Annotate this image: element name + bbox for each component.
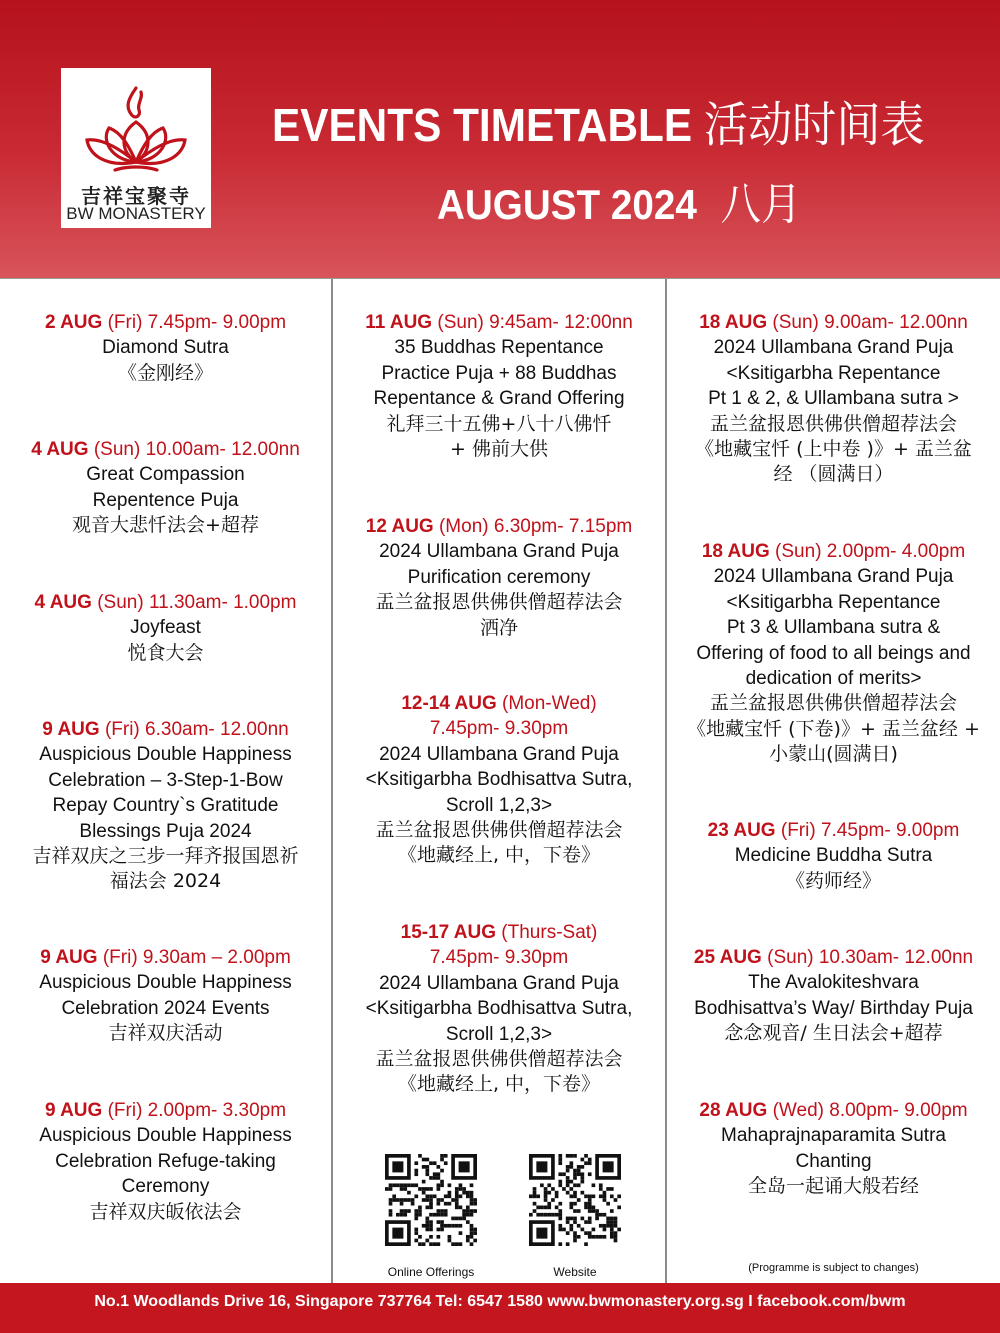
- event-item: [0, 945, 331, 1047]
- event-title-english: Pt 3 & Ullambana sutra &: [726, 617, 941, 639]
- event-item: [0, 590, 331, 666]
- event-item: [667, 818, 1000, 894]
- event-title-english: Joyfeast: [130, 617, 201, 639]
- event-item: [0, 1098, 331, 1225]
- event-title-chinese: + 佛前大供: [450, 438, 548, 461]
- event-date: 11 AUG: [365, 312, 433, 333]
- event-title-english: Purification ceremony: [407, 566, 591, 588]
- event-title-chinese: 盂兰盆报恩供佛供僧超荐法会: [375, 1048, 623, 1071]
- event-title-english: Offering of food to all beings and: [696, 642, 971, 664]
- event-title-english: 2024 Ullambana Grand Puja: [379, 541, 619, 563]
- event-title-english: Bodhisattva’s Way/ Birthday Puja: [694, 997, 973, 1019]
- event-day-time: (Sun) 10.30am- 12.00nn: [761, 947, 974, 968]
- event-date-time: [333, 691, 665, 716]
- event-title-english: 35 Buddhas Repentance: [394, 337, 604, 359]
- event-title-chinese: 经 （圆满日）: [773, 463, 894, 486]
- event-date-time: [667, 310, 1000, 335]
- event-title-chinese: 盂兰盆报恩供佛供僧超荐法会: [709, 692, 957, 715]
- logo-chinese-name: 吉祥宝聚寺: [81, 184, 191, 208]
- lotus-flame-icon: [81, 76, 191, 176]
- qr-label: Website: [553, 1265, 597, 1279]
- event-title-chinese: 《金刚经》: [117, 361, 213, 384]
- event-date-time: [667, 945, 1000, 970]
- event-item: [333, 514, 665, 641]
- event-item: [667, 945, 1000, 1047]
- event-title-chinese: 《地藏经上, 中，下卷》: [397, 844, 601, 867]
- event-title-english: The Avalokiteshvara: [748, 972, 919, 994]
- event-item: [667, 539, 1000, 768]
- event-day-time: (Sun) 9.00am- 12.00nn: [767, 312, 968, 333]
- event-item: [0, 310, 331, 386]
- event-title-english: Auspicious Double Happiness: [39, 972, 292, 994]
- events-column-1: [0, 279, 333, 1284]
- event-title-english: Pt 1 & 2, & Ullambana sutra >: [708, 388, 959, 410]
- events-table: [0, 278, 1000, 1283]
- event-time: 7.45pm- 9.30pm: [429, 947, 569, 969]
- events-column-3: [667, 279, 1000, 1284]
- event-title-chinese: 盂兰盆报恩供佛供僧超荐法会: [375, 591, 623, 614]
- logo-english-name: BW MONASTERY: [66, 204, 206, 223]
- event-date-time: [0, 717, 331, 742]
- event-date-time: [0, 310, 331, 335]
- event-date-time: [333, 310, 665, 335]
- event-title-english: Mahaprajnaparamita Sutra: [721, 1125, 946, 1147]
- event-date: 12 AUG: [365, 516, 434, 537]
- event-title-chinese: 《地藏经上, 中，下卷》: [397, 1073, 601, 1096]
- header-banner: [0, 0, 1000, 278]
- event-date: 4 AUG: [34, 592, 92, 613]
- event-day-time: (Fri) 7.45pm- 9.00pm: [102, 312, 287, 333]
- event-date-time: [667, 1098, 1000, 1123]
- monastery-logo: [61, 68, 211, 228]
- event-item: [667, 310, 1000, 488]
- event-title-english: <Ksitigarbha Repentance: [726, 591, 941, 613]
- month-chinese: 八月: [720, 179, 802, 230]
- event-title-chinese: 念念观音/ 生日法会+超荐: [724, 1022, 943, 1045]
- event-title-english: 2024 Ullambana Grand Puja: [713, 337, 954, 359]
- event-title-english: Scroll 1,2,3>: [445, 794, 553, 816]
- event-date-time: [0, 437, 331, 462]
- qr-code-icon: [529, 1154, 621, 1246]
- event-item: [333, 691, 665, 869]
- event-title-english: Auspicious Double Happiness: [39, 1125, 292, 1147]
- qr-code-icon: [385, 1154, 477, 1246]
- event-title-english: <Ksitigarbha Bodhisattva Sutra,: [365, 769, 633, 791]
- event-item: [0, 437, 331, 539]
- event-title-english: <Ksitigarbha Repentance: [726, 362, 941, 384]
- event-title-chinese: 吉祥双庆皈依法会: [89, 1200, 242, 1223]
- event-date: 2 AUG: [44, 312, 103, 333]
- event-day-time: (Sun) 2.00pm- 4.00pm: [769, 541, 966, 562]
- event-date-time: [667, 818, 1000, 843]
- event-day-time: (Mon) 6.30pm- 7.15pm: [433, 516, 633, 537]
- title-chinese: 活动时间表: [703, 97, 925, 153]
- event-title-chinese: 吉祥双庆活动: [108, 1022, 223, 1045]
- event-title-english: Medicine Buddha Sutra: [734, 845, 933, 867]
- event-day-time: (Thurs-Sat): [496, 922, 598, 943]
- event-title-chinese: 福法会 2024: [109, 870, 222, 893]
- event-title-chinese: 礼拜三十五佛+八十八佛忏: [386, 412, 612, 435]
- event-date: 9 AUG: [42, 719, 100, 740]
- title-english: EVENTS TIMETABLE: [272, 99, 693, 151]
- event-title-english: dedication of merits>: [745, 668, 922, 690]
- event-title-english: Practice Puja + 88 Buddhas: [381, 362, 617, 384]
- event-date: 9 AUG: [44, 1100, 103, 1121]
- event-item: [0, 717, 331, 895]
- event-title-english: Celebration 2024 Events: [61, 997, 270, 1019]
- event-date: 18 AUG: [699, 312, 768, 333]
- event-title-english: Ceremony: [121, 1176, 210, 1198]
- event-title-chinese: 观音大悲忏法会+超荐: [72, 514, 259, 537]
- qr-website[interactable]: [525, 1154, 625, 1285]
- page-title: [272, 86, 925, 155]
- event-date: 23 AUG: [707, 820, 776, 841]
- event-title-english: 2024 Ullambana Grand Puja: [379, 972, 619, 994]
- page-subtitle: [437, 168, 801, 232]
- event-day-time: (Fri) 2.00pm- 3.30pm: [102, 1100, 287, 1121]
- event-day-time: (Fri) 7.45pm- 9.00pm: [775, 820, 960, 841]
- event-day-time: (Fri) 9.30am – 2.00pm: [97, 947, 291, 968]
- event-title-english: Repay Country`s Gratitude: [52, 795, 279, 817]
- events-column-2: [333, 279, 667, 1284]
- schedule-note: (Programme is subject to changes): [748, 1262, 919, 1274]
- event-title-english: Great Compassion: [86, 464, 245, 486]
- event-date-time: [333, 514, 665, 539]
- event-date: 15-17 AUG: [400, 922, 497, 943]
- event-title-chinese: 全岛一起诵大般若经: [747, 1175, 919, 1198]
- event-title-chinese: 《药师经》: [785, 869, 881, 892]
- event-title-chinese: 《地藏宝忏 (下卷)》+ 盂兰盆经 +: [687, 717, 980, 740]
- event-title-chinese: 悦食大会: [127, 641, 204, 664]
- event-title-chinese: 盂兰盆报恩供佛供僧超荐法会: [709, 412, 957, 435]
- event-date: 4 AUG: [31, 439, 89, 460]
- event-day-time: (Wed) 8.00pm- 9.00pm: [767, 1100, 968, 1121]
- month-english: AUGUST 2024: [437, 181, 697, 228]
- event-item: [333, 310, 665, 462]
- event-title-english: Chanting: [795, 1150, 872, 1172]
- event-title-chinese: 洒净: [479, 616, 518, 639]
- event-title-english: Diamond Sutra: [102, 337, 229, 359]
- event-day-time: (Fri) 6.30am- 12.00nn: [99, 719, 289, 740]
- event-day-time: (Sun) 10.00am- 12.00nn: [88, 439, 300, 460]
- event-title-english: Auspicious Double Happiness: [39, 744, 292, 766]
- event-date: 12-14 AUG: [401, 693, 497, 714]
- event-title-english: Scroll 1,2,3>: [445, 1023, 553, 1045]
- event-date-time: [667, 539, 1000, 564]
- event-item: [333, 920, 665, 1098]
- event-title-chinese: 小蒙山(圆满日): [769, 743, 898, 766]
- event-date-time: [0, 945, 331, 970]
- event-date-time: [0, 1098, 331, 1123]
- event-title-english: 2024 Ullambana Grand Puja: [713, 566, 954, 588]
- event-day-time: (Mon-Wed): [496, 693, 597, 714]
- event-title-chinese: 《地藏宝忏 (上中卷 )》+ 盂兰盆: [695, 438, 972, 461]
- footer-contact: No.1 Woodlands Drive 16, Singapore 737764 Tel: 6547 1580 www.bwmonastery.org.sg I facebook.com/bwm: [0, 1283, 1000, 1333]
- event-time: 7.45pm- 9.30pm: [429, 718, 569, 740]
- event-item: [667, 1098, 1000, 1200]
- event-date: 25 AUG: [693, 947, 762, 968]
- qr-online-offerings[interactable]: [381, 1154, 481, 1285]
- event-day-time: (Sun) 11.30am- 1.00pm: [91, 592, 297, 613]
- event-date: 9 AUG: [40, 947, 98, 968]
- event-title-chinese: 盂兰盆报恩供佛供僧超荐法会: [375, 819, 623, 842]
- event-day-time: (Sun) 9:45am- 12:00nn: [432, 312, 633, 333]
- event-title-english: 2024 Ullambana Grand Puja: [379, 743, 619, 765]
- qr-label: Online Offerings: [387, 1265, 475, 1279]
- event-date: 18 AUG: [701, 541, 770, 562]
- event-date-time: [333, 920, 665, 945]
- event-title-english: <Ksitigarbha Bodhisattva Sutra,: [365, 998, 633, 1020]
- event-title-english: Celebration Refuge-taking: [55, 1150, 276, 1172]
- event-title-english: Blessings Puja 2024: [79, 820, 252, 842]
- event-title-english: Celebration – 3-Step-1-Bow: [48, 769, 283, 791]
- event-date: 28 AUG: [699, 1100, 768, 1121]
- event-date-time: [0, 590, 331, 615]
- event-title-chinese: 吉祥双庆之三步一拜齐报国恩祈: [32, 845, 299, 868]
- event-title-english: Repentence Puja: [92, 489, 239, 511]
- event-title-english: Repentance & Grand Offering: [373, 388, 625, 410]
